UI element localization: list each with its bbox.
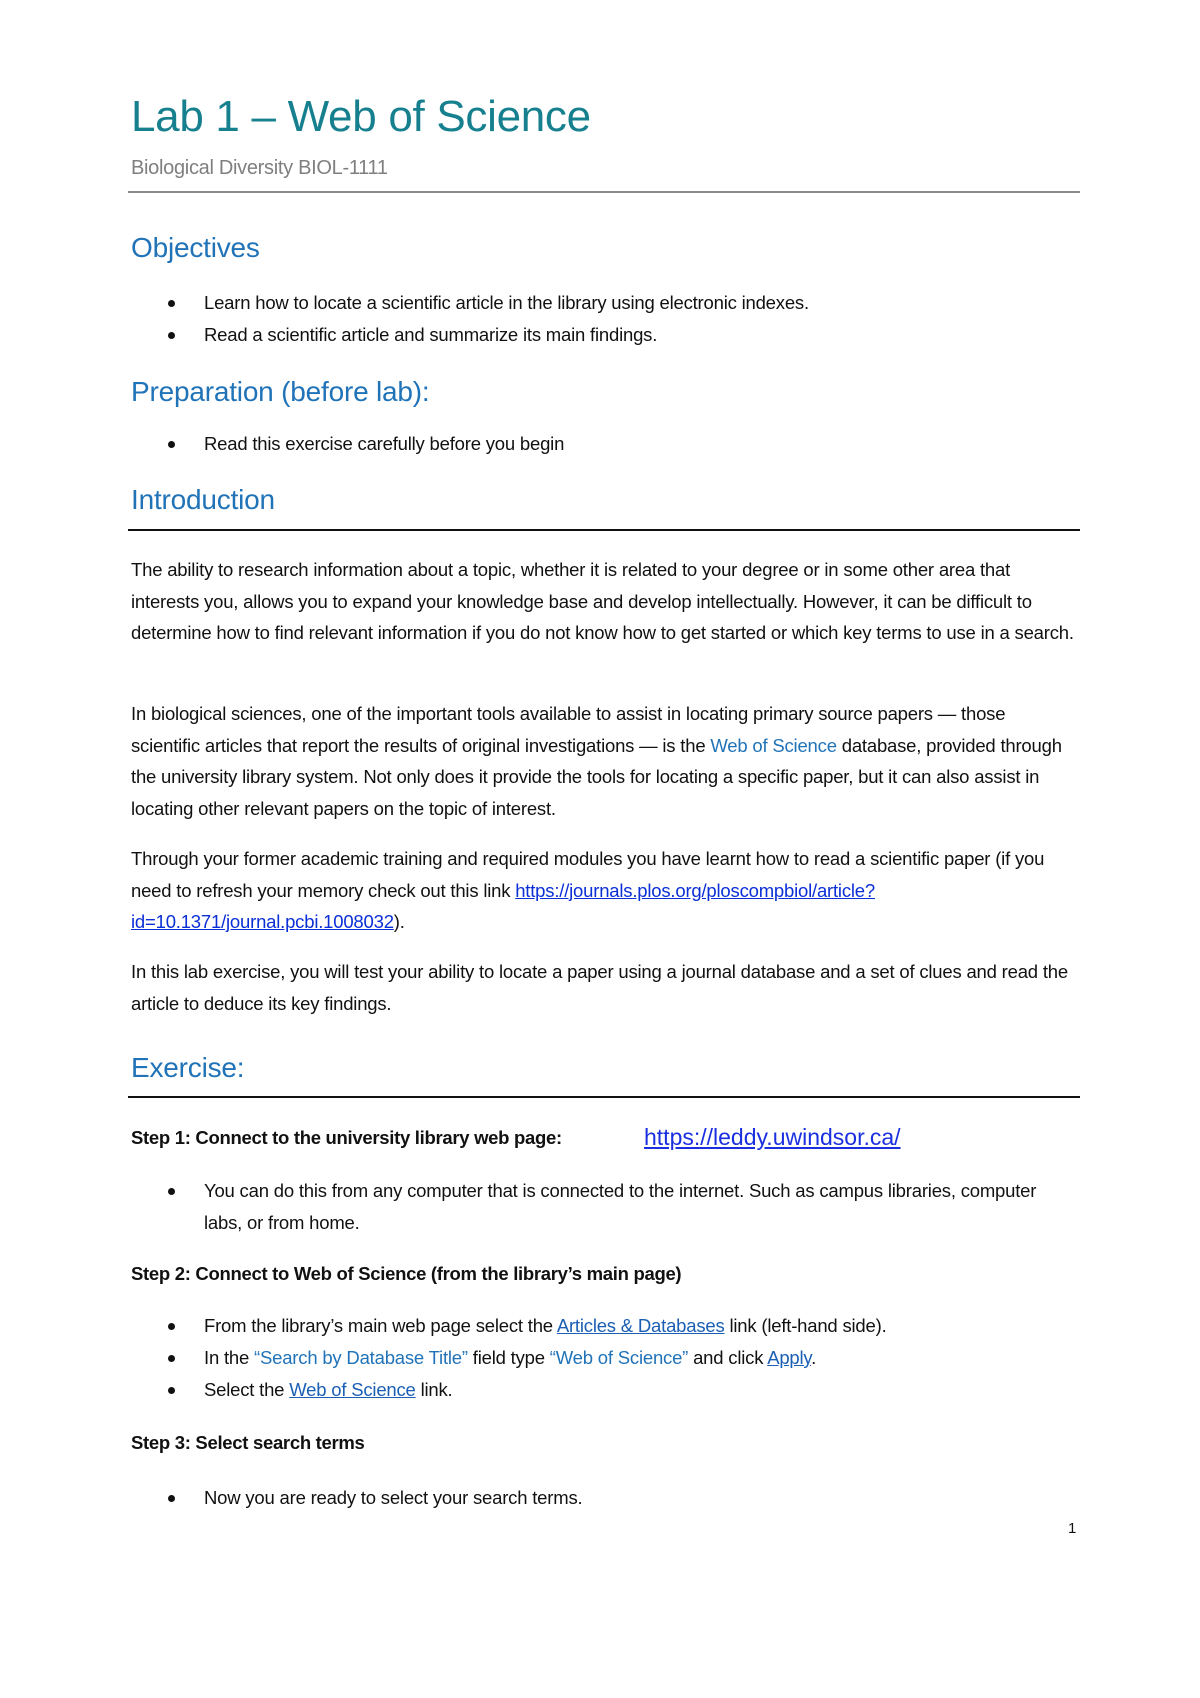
- step-2-list: [131, 1310, 1078, 1406]
- step-1-label: Step 1: Connect to the university library web page:: [131, 1127, 562, 1148]
- step-3-list: [131, 1482, 1078, 1514]
- bullet-icon: [168, 1355, 175, 1362]
- exercise-heading: Exercise:: [131, 1052, 245, 1083]
- step-2-label: Step 2: Connect to Web of Science (from the library’s main page): [131, 1263, 682, 1284]
- articles-databases-link[interactable]: Articles & Databases: [556, 1315, 725, 1336]
- intro-paragraph-2: In biological sciences, one of the important tools available to assist in locating primary source papers — those scientific articles that report the results of original investigations — is the Web of Science database, provided through the university library system. Not only does it provide the tools for locating a specific paper, but it can also assist in locating other relevant papers on the topic of interest.: [131, 703, 1062, 819]
- objectives-list: [131, 287, 1078, 351]
- plos-article-link[interactable]: https://journals.plos.org/ploscompbiol/article?id=10.1371/journal.pcbi.1008032: [131, 879, 875, 932]
- list-item: Select the Web of Science link.: [131, 1374, 1078, 1406]
- step-1-list: [131, 1175, 1078, 1239]
- list-item: From the library’s main web page select the Articles & Databases link (left-hand side).: [131, 1310, 1078, 1342]
- preparation-list: [131, 428, 1078, 460]
- apply-link[interactable]: Apply: [767, 1347, 812, 1368]
- exercise-divider: [128, 1096, 1080, 1098]
- bullet-icon: [168, 441, 175, 448]
- list-item: Read a scientific article and summarize its main findings.: [131, 319, 1078, 351]
- step-3-label: Step 3: Select search terms: [131, 1432, 365, 1453]
- library-url-link[interactable]: https://leddy.uwindsor.ca/: [644, 1124, 901, 1150]
- bullet-icon: [168, 1387, 175, 1394]
- bullet-icon: [168, 1188, 175, 1195]
- page-number: 1: [1068, 1520, 1077, 1537]
- list-item: Learn how to locate a scientific article in the library using electronic indexes.: [131, 287, 1078, 319]
- document-title: Lab 1 – Web of Science: [131, 92, 591, 141]
- web-of-science-database-link[interactable]: Web of Science: [289, 1379, 416, 1400]
- preparation-heading: Preparation (before lab):: [131, 376, 430, 407]
- list-item: You can do this from any computer that is connected to the internet. Such as campus libraries, computer labs, or from home.: [131, 1175, 1078, 1239]
- bullet-icon: [168, 300, 175, 307]
- document-subtitle: Biological Diversity BIOL-1111: [131, 157, 388, 179]
- bullet-icon: [168, 1323, 175, 1330]
- intro-paragraph-3: Through your former academic training and required modules you have learnt how to read a scientific paper (if you need to refresh your memory check out this link https://journals.plos.org/ploscompbiol/article?id=10.1371/journal.pcbi.1008032).: [131, 848, 1045, 932]
- list-item: Now you are ready to select your search terms.: [131, 1482, 1078, 1514]
- list-item: Read this exercise carefully before you begin: [131, 428, 1078, 460]
- introduction-divider: [128, 529, 1080, 531]
- title-divider: [128, 191, 1080, 193]
- bullet-icon: [168, 332, 175, 339]
- intro-paragraph-4: In this lab exercise, you will test your ability to locate a paper using a journal database and a set of clues and read the article to deduce its key findings.: [131, 961, 1068, 1014]
- web-of-science-link[interactable]: Web of Science: [710, 734, 837, 756]
- objectives-heading: Objectives: [131, 232, 260, 263]
- list-item: In the “Search by Database Title” field type “Web of Science” and click Apply.: [131, 1342, 1078, 1374]
- intro-paragraph-1: The ability to research information about a topic, whether it is related to your degree or in some other area that interests you, allows you to expand your knowledge base and develop intellectually. However, it can be difficult to determine how to find relevant information if you do not know how to get started or which key terms to use in a search.: [131, 559, 1074, 643]
- introduction-heading: Introduction: [131, 484, 275, 515]
- bullet-icon: [168, 1495, 175, 1502]
